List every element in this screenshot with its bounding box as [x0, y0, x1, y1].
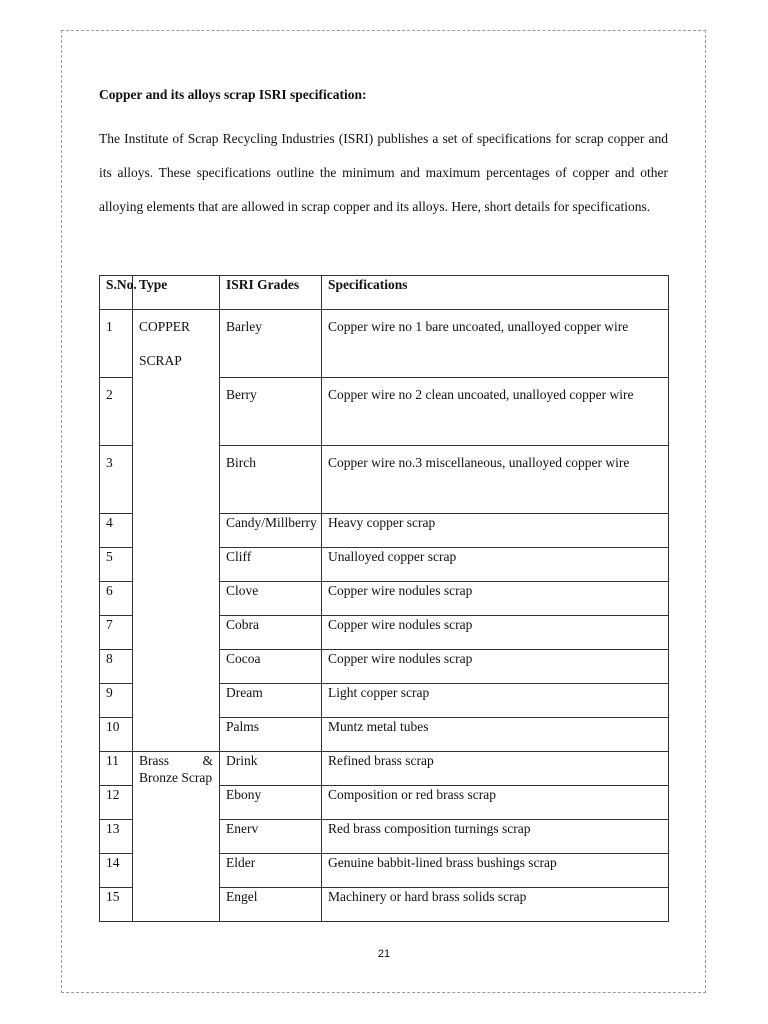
cell-sno: 7	[100, 616, 133, 650]
cell-spec: Genuine babbit-lined brass bushings scrap	[322, 854, 669, 888]
cell-spec: Composition or red brass scrap	[322, 786, 669, 820]
cell-spec: Copper wire no 1 bare uncoated, unalloyed copper wire	[322, 310, 669, 378]
cell-spec: Refined brass scrap	[322, 752, 669, 786]
cell-sno: 6	[100, 582, 133, 616]
cell-sno: 12	[100, 786, 133, 820]
cell-spec: Copper wire no 2 clean uncoated, unalloyed copper wire	[322, 378, 669, 446]
page-number: 21	[377, 948, 391, 960]
cell-spec: Red brass composition turnings scrap	[322, 820, 669, 854]
intro-paragraph: The Institute of Scrap Recycling Industries (ISRI) publishes a set of specifications for scrap copper and its alloys. These specifications outline the minimum and maximum percentages of copper and other alloying elements that are allowed in scrap copper and its alloys. Here, short details for specifications.	[99, 131, 668, 214]
cell-type-copper	[133, 310, 220, 752]
type-ampersand: &	[202, 753, 213, 768]
cell-grade: Palms	[220, 718, 322, 752]
header-type: Type	[133, 276, 220, 310]
table-header-row	[100, 276, 669, 310]
cell-spec: Heavy copper scrap	[322, 514, 669, 548]
cell-grade: Ebony	[220, 786, 322, 820]
cell-sno: 3	[100, 446, 133, 514]
header-grade: ISRI Grades	[220, 276, 322, 310]
type-line	[139, 752, 213, 769]
cell-sno: 9	[100, 684, 133, 718]
cell-sno: 10	[100, 718, 133, 752]
cell-spec: Copper wire nodules scrap	[322, 650, 669, 684]
cell-sno: 14	[100, 854, 133, 888]
cell-grade: Engel	[220, 888, 322, 922]
header-spec: Specifications	[322, 276, 669, 310]
cell-sno: 8	[100, 650, 133, 684]
table-row	[100, 310, 669, 378]
cell-sno: 4	[100, 514, 133, 548]
type-word: Brass	[139, 753, 169, 768]
type-line: SCRAP	[139, 353, 182, 368]
cell-sno: 15	[100, 888, 133, 922]
cell-sno: 11	[100, 752, 133, 786]
cell-type-brass	[133, 752, 220, 922]
header-sno: S.No.	[100, 276, 133, 310]
cell-grade: Dream	[220, 684, 322, 718]
type-line: Bronze Scrap	[139, 770, 213, 785]
section-heading: Copper and its alloys scrap ISRI specification:	[99, 87, 367, 102]
isri-spec-table	[99, 275, 669, 922]
table-row	[100, 752, 669, 786]
cell-spec: Machinery or hard brass solids scrap	[322, 888, 669, 922]
cell-grade: Berry	[220, 378, 322, 446]
cell-grade: Drink	[220, 752, 322, 786]
cell-grade: Enerv	[220, 820, 322, 854]
cell-spec: Unalloyed copper scrap	[322, 548, 669, 582]
type-line: COPPER	[139, 319, 191, 334]
cell-grade: Birch	[220, 446, 322, 514]
cell-spec: Copper wire nodules scrap	[322, 582, 669, 616]
cell-grade: Elder	[220, 854, 322, 888]
cell-sno: 2	[100, 378, 133, 446]
cell-grade: Clove	[220, 582, 322, 616]
cell-grade: Cobra	[220, 616, 322, 650]
cell-sno: 1	[100, 310, 133, 378]
cell-sno: 13	[100, 820, 133, 854]
cell-spec: Muntz metal tubes	[322, 718, 669, 752]
cell-grade: Candy/Millberry	[220, 514, 322, 548]
cell-grade: Cliff	[220, 548, 322, 582]
cell-spec: Copper wire nodules scrap	[322, 616, 669, 650]
cell-grade: Cocoa	[220, 650, 322, 684]
cell-grade: Barley	[220, 310, 322, 378]
cell-spec: Copper wire no.3 miscellaneous, unalloyed copper wire	[322, 446, 669, 514]
cell-spec: Light copper scrap	[322, 684, 669, 718]
cell-sno: 5	[100, 548, 133, 582]
